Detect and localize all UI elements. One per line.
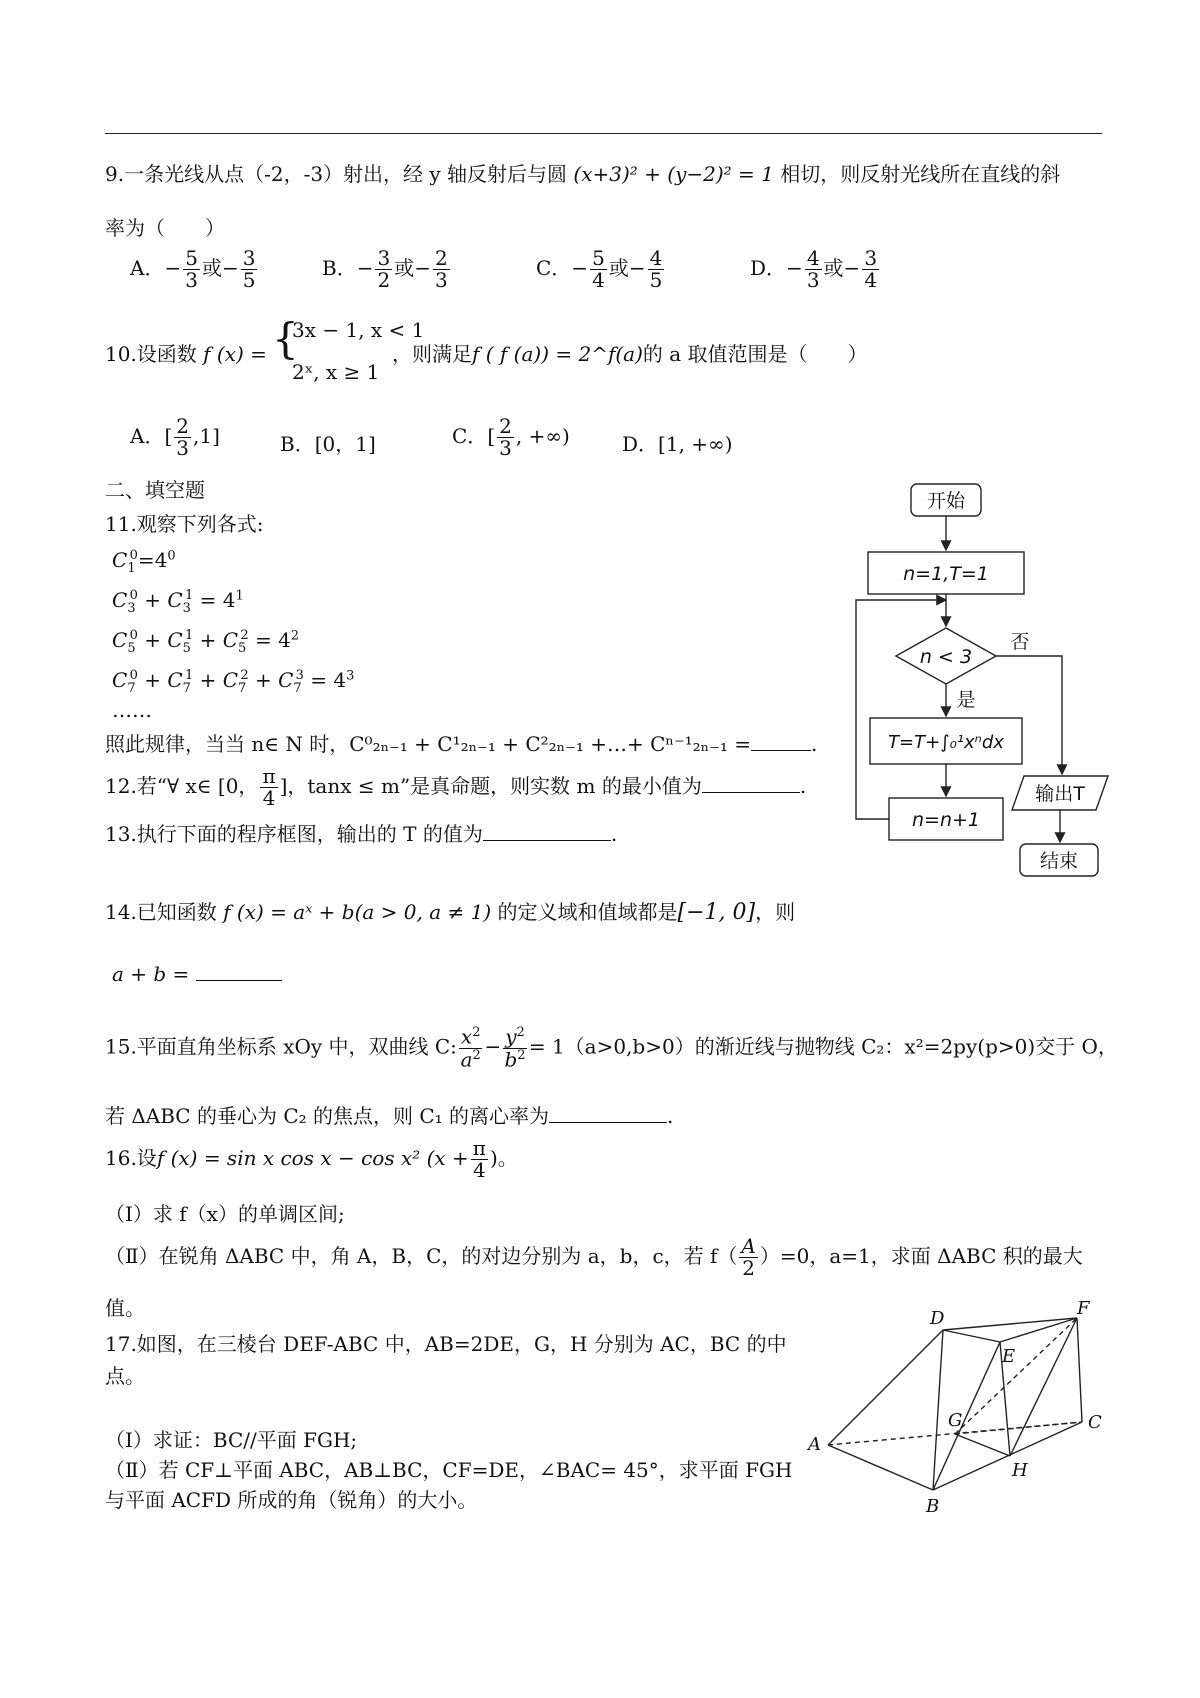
q10-lead: 10.设函数 f (x) = (105, 342, 267, 366)
q9-option-b: B．− $\frac{3}{2}$ 或− $\frac{2}{3}$ (322, 246, 448, 292)
q17-line2: 点。 (105, 1364, 145, 1388)
flow-cond-label: n < 3 (919, 646, 973, 668)
option-label: C． (536, 256, 572, 280)
q17-part3: 与平面 ACFD 所成的角（锐角）的大小。 (105, 1488, 478, 1512)
q9-option-c: C．− $\frac{5}{4}$ 或− $\frac{4}{5}$ (536, 246, 663, 292)
fraction: $\frac{4}{3}$ (806, 246, 820, 292)
flow-output-label: 输出T (1035, 783, 1085, 805)
flow-body-label: T=T+∫₀¹xⁿdx (888, 732, 1004, 753)
fraction: $\frac{2}{3}$ (434, 246, 448, 292)
vertex-A: A (808, 1434, 821, 1455)
q9-circle-eq: (x+3)² + (y−2)² = 1 (573, 162, 774, 186)
vertex-D: D (930, 1308, 945, 1329)
q11-title: 11.观察下列各式: (105, 512, 264, 536)
q10-brace: { (272, 314, 299, 363)
or-word: 或 (394, 256, 415, 280)
q14-line2: a + b = (112, 962, 282, 986)
flow-no-label: 否 (1010, 631, 1030, 653)
q17-line1: 17.如图，在三棱台 DEF-ABC 中，AB=2DE，G，H 分别为 AC，BC 的中 (105, 1332, 787, 1356)
q10-option-d: D．[1, +∞) (622, 432, 733, 456)
q16-part2: （Ⅱ）在锐角 ΔABC 中，角 A，B，C，的对边分别为 a，b，c，若 f（ $\frac{A}{2}$ ）=0，a=1，求面 ΔABC 积的最大 (105, 1234, 1083, 1280)
flow-yes-label: 是 (956, 689, 976, 711)
header-rule (105, 133, 1102, 134)
option-label: B． (322, 256, 357, 280)
or-word: 或 (823, 256, 844, 280)
option-label: D． (750, 256, 787, 280)
q15-line2: 若 ΔABC 的垂心为 C₂ 的焦点，则 C₁ 的离心率为 . (105, 1104, 674, 1128)
vertex-B: B (926, 1496, 940, 1517)
q10-case2: 2ˣ, x ≥ 1 (292, 360, 380, 384)
vertex-C: C (1088, 1412, 1102, 1433)
fraction: $\frac{3}{5}$ (242, 246, 256, 292)
or-word: 或 (608, 256, 629, 280)
vertex-H: H (1012, 1460, 1028, 1481)
q9-line1 (105, 158, 1060, 187)
q12: 12.若“∀ x∈ [0， $\frac{\pi}{4}$ ]，tanx ≤ m”是真命题，则实数 m 的最小值为 . (105, 764, 807, 810)
or-word: 或 (201, 256, 222, 280)
option-label: A． (130, 256, 165, 280)
q11-rule: 照此规律，当当 n∈ N 时，C⁰₂ₙ₋₁ + C¹₂ₙ₋₁ + C²₂ₙ₋₁ +…+ Cⁿ⁻¹₂ₙ₋₁ = . (105, 732, 818, 756)
q11-dots: …… (112, 698, 152, 722)
vertex-F: F (1077, 1300, 1090, 1319)
q11-row-3: $C_5^0 + C_5^1 + C_5^2 = 4^2$ (112, 628, 300, 656)
q11-row-2: $C_3^0 + C_3^1 = 4^1$ (112, 588, 244, 616)
q10-option-c: C．[ $\frac{2}{3}$ , +∞) (452, 414, 570, 460)
q10-option-a: A．[ $\frac{2}{3}$ ,1] (130, 414, 220, 460)
fraction: $\frac{3}{2}$ (377, 246, 391, 292)
flow-inc-label: n=n+1 (911, 809, 981, 831)
q17-part1: （Ⅰ）求证：BC//平面 FGH; (105, 1428, 358, 1452)
q9-line2: 率为（ ） (105, 216, 225, 240)
q16-line1: 16.设f (x) = sin x cos x − cos x² (x + $\frac{\pi}{4}$ )。 (105, 1136, 518, 1182)
fraction: $\frac{3}{4}$ (864, 246, 878, 292)
q10-tail: ，则满足f ( f (a)) = 2^f(a)的 a 取值范围是（ ） (392, 342, 868, 366)
vertex-E: E (1002, 1346, 1016, 1367)
fraction: $\frac{5}{3}$ (185, 246, 198, 292)
section-heading: 二、填空题 (105, 478, 205, 502)
q15-line1: 15.平面直角坐标系 xOy 中，双曲线 C: $\frac{x^2}{a^2}$ − $\frac{y^2}{b^2}$ = 1（a>0,b>0）的渐近线与抛物线 C₂：x²=2py(p>0)交于 O， (105, 1024, 1118, 1072)
q11-row-4: $C_7^0 + C_7^1 + C_7^2 + C_7^3 = 4^3$ (112, 668, 355, 696)
frustum-figure (800, 1300, 1120, 1520)
q17-part2: （Ⅱ）若 CF⊥平面 ABC，AB⊥BC，CF=DE，∠BAC= 45°，求平面 FGH (105, 1458, 793, 1482)
q11-row-1: $C_1^0=4^0$ (112, 548, 176, 576)
q10-fx: f (x) = (203, 342, 267, 366)
flow-start-label: 开始 (926, 490, 966, 512)
q9-option-d: D．− $\frac{4}{3}$ 或− $\frac{3}{4}$ (750, 246, 878, 292)
fraction: $\frac{4}{5}$ (649, 246, 663, 292)
q16-part2-end: 值。 (105, 1296, 145, 1320)
flowchart (840, 480, 1120, 880)
q14-line1: 14.已知函数 f (x) = aˣ + b(a > 0, a ≠ 1) 的定义域和值域都是[−1, 0]，则 (105, 900, 796, 925)
flow-end-label: 结束 (1039, 850, 1079, 872)
q9-option-a: A．− $\frac{5}{3}$ 或− $\frac{3}{5}$ (130, 246, 256, 292)
flow-init-label: n=1,T=1 (903, 563, 989, 585)
q9-text: 9.一条光线从点（-2，-3）射出，经 y 轴反射后与圆 (105, 162, 568, 186)
q16-part1: （Ⅰ）求 f（x）的单调区间; (105, 1202, 345, 1226)
q10-cond: f ( f (a)) = 2^f(a) (472, 342, 643, 366)
q9-text-b: 相切，则反射光线所在直线的斜 (780, 162, 1061, 186)
fraction: $\frac{5}{4}$ (592, 246, 605, 292)
vertex-G: G (948, 1410, 963, 1431)
q10-option-b: B．[0，1] (280, 432, 376, 456)
q13: 13.执行下面的程序框图，输出的 T 的值为 . (105, 822, 618, 846)
q10-case1: 3x − 1, x < 1 (292, 318, 425, 342)
